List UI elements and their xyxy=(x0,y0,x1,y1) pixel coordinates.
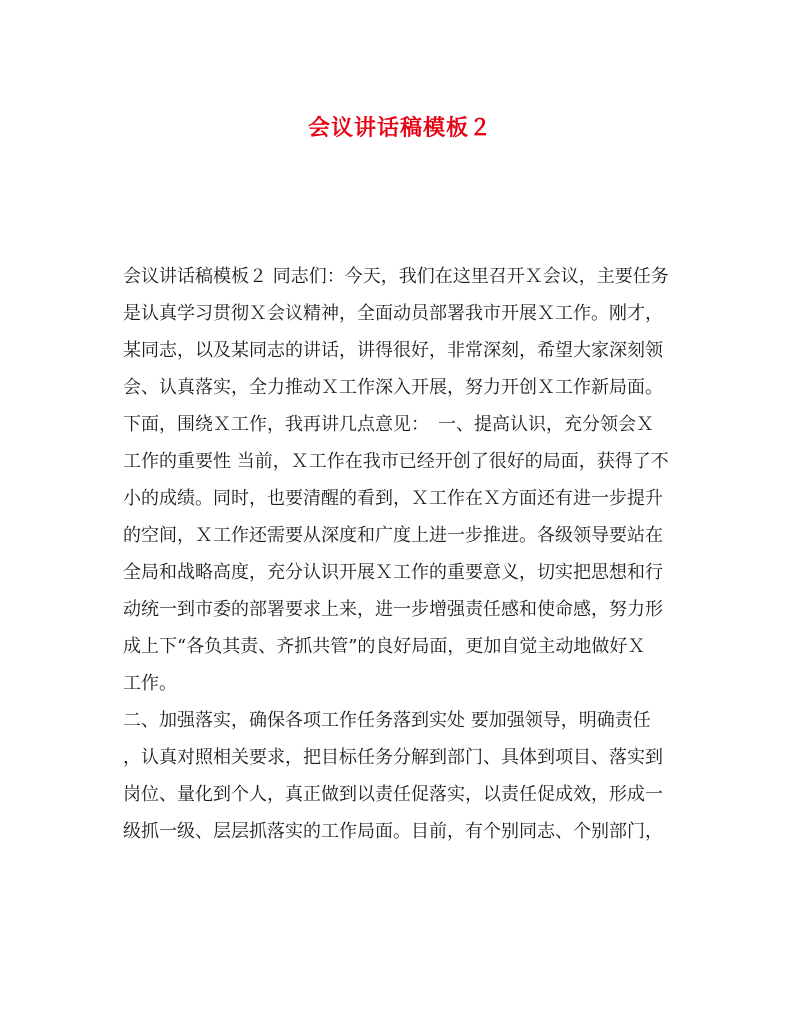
body-line-5: 下面，围绕Ｘ工作，我再讲几点意见： 一、提高认识，充分领会Ｘ xyxy=(123,414,654,435)
body-line-4: 会、认真落实，全力推动Ｘ工作深入开展，努力开创Ｘ工作新局面。 xyxy=(123,377,663,398)
body-line-8: 的空间，Ｘ工作还需要从深度和广度上进一步推进。各级领导要站在 xyxy=(123,525,663,546)
body-line-2: 是认真学习贯彻Ｘ会议精神，全面动员部署我市开展Ｘ工作。刚才， xyxy=(123,303,663,324)
body-line-15: 岗位、量化到个人，真正做到以责任促落实，以责任促成效，形成一 xyxy=(123,784,663,805)
body-line-7: 小的成绩。同时，也要清醒的看到，Ｘ工作在Ｘ方面还有进一步提升 xyxy=(123,488,663,509)
document-title: 会议讲话稿模板２ xyxy=(307,115,492,141)
body-line-3: 某同志，以及某同志的讲话，讲得很好，非常深刻，希望大家深刻领 xyxy=(123,340,663,361)
body-line-1: 会议讲话稿模板２ 同志们：今天，我们在这里召开Ｘ会议，主要任务 xyxy=(123,266,669,287)
body-line-6: 工作的重要性 当前，Ｘ工作在我市已经开创了很好的局面，获得了不 xyxy=(123,451,669,472)
body-line-13: 二、加强落实，确保各项工作任务落到实处 要加强领导，明确责任 xyxy=(123,710,651,731)
body-line-11: 成上下“各负其责、齐抓共管”的良好局面，更加自觉主动地做好Ｘ xyxy=(123,636,646,657)
body-line-12: 工作。 xyxy=(123,673,177,694)
document-body xyxy=(123,258,683,850)
body-line-14: ，认真对照相关要求，把目标任务分解到部门、具体到项目、落实到 xyxy=(123,747,663,768)
body-line-9: 全局和战略高度，充分认识开展Ｘ工作的重要意义，切实把思想和行 xyxy=(123,562,663,583)
body-line-10: 动统一到市委的部署要求上来，进一步增强责任感和使命感，努力形 xyxy=(123,599,663,620)
body-line-16: 级抓一级、层层抓落实的工作局面。目前，有个别同志、个别部门， xyxy=(123,821,663,842)
